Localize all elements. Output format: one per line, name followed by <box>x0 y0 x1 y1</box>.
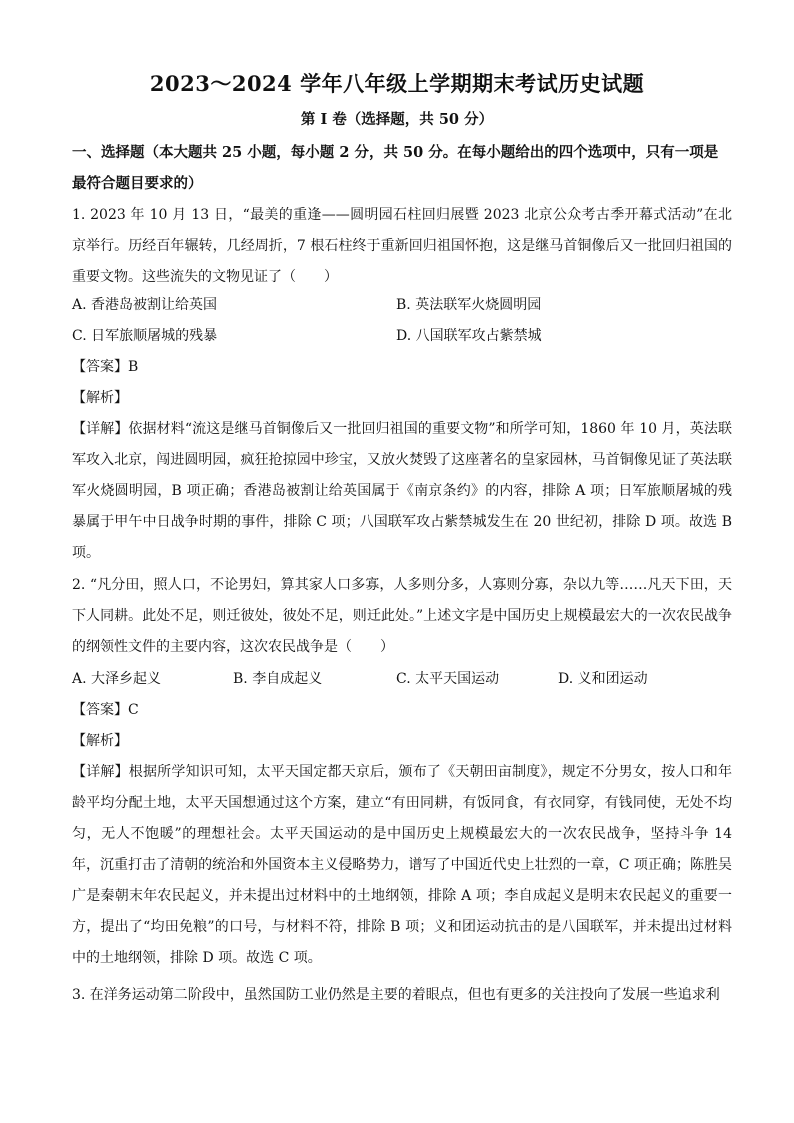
question-1-option-b: B. 英法联军火烧圆明园 <box>396 297 542 313</box>
question-2-option-d: D. 义和团运动 <box>558 671 648 687</box>
question-3-stem: 3. 在洋务运动第二阶段中，虽然国防工业仍然是主要的着眼点，但也有更多的关注投向了发展一些追求利 <box>72 987 720 1003</box>
page-title: 2023～2024 学年八年级上学期期末考试历史试题 <box>149 71 645 96</box>
question-2-detail: 【详解】根据所学知识可知，太平天国定都天京后，颁布了《天朝田亩制度》，规定不分男女，按人口和年龄平均分配土地，太平天国想通过这个方案，建立“有田同耕，有饭同食，有衣同穿，有钱同使，无处不均匀，无人不饱暖”的理想社会。太平天国运动的是中国历史上规模最宏大的一次农民战争，坚持斗争 14 年，沉重打击了清朝的统治和外国资本主义侵略势力，谱写了中国近代史上壮烈的一章，C 项正确；陈胜吴广是秦朝末年农民起义，并未提出过材料中的土地纲领，排除 A 项；李自成起义是明末农民起义的重要一方，提出了“均田免粮”的口号，与材料不符，排除 B 项；义和团运动抗击的是八国联军，并未提出过材料中的土地纲领，排除 D 项。故选 C 项。 <box>72 764 732 966</box>
question-2-option-b: B. 李自成起义 <box>233 671 323 687</box>
question-2-answer: 【答案】C <box>72 702 139 718</box>
section-heading: 一、选择题（本大题共 25 小题，每小题 2 分，共 50 分。在每小题给出的四个选项中，只有一项是最符合题目要求的） <box>72 144 719 192</box>
question-2-option-a: A. 大泽乡起义 <box>72 671 162 687</box>
question-1-option-a: A. 香港岛被割让给英国 <box>72 297 218 313</box>
question-1-analysis-label: 【解析】 <box>72 390 128 406</box>
question-1-option-d: D. 八国联军攻占紫禁城 <box>396 328 542 344</box>
question-1-stem: 1. 2023 年 10 月 13 日，“最美的重逢——圆明园石柱回归展暨 2023 北京公众考古季开幕式活动”在北京举行。历经百年辗转，几经周折，7 根石柱终于重新回归祖国怀抱，这是继马首铜像后又一批回归祖国的重要文物。这些流失的文物见证了（ ） <box>72 207 732 285</box>
question-2-stem: 2. “凡分田，照人口，不论男妇，算其家人口多寡，人多则分多，人寡则分寡，杂以九等……凡天下田，天下人同耕。此处不足，则迁彼处，彼处不足，则迁此处。”上述文字是中国历史上规模最宏大的一次农民战争的纲领性文件的主要内容，这次农民战争是（ ） <box>72 577 732 655</box>
question-1-option-c: C. 日军旅顺屠城的残暴 <box>72 328 218 344</box>
question-2-analysis-label: 【解析】 <box>72 733 128 749</box>
page-subtitle: 第 I 卷（选择题，共 50 分） <box>300 111 494 128</box>
question-1-answer: 【答案】B <box>72 359 139 375</box>
question-1-detail: 【详解】依据材料“流这是继马首铜像后又一批回归祖国的重要文物”和所学可知，1860 年 10 月，英法联军攻入北京，闯进圆明园，疯狂抢掠园中珍宝，又放火焚毁了这座著名的皇家园林，马首铜像见证了英法联军火烧圆明园，B 项正确；香港岛被割让给英国属于《南京条约》的内容，排除 A 项；日军旅顺屠城的残暴属于甲午中日战争时期的事件，排除 C 项；八国联军攻占紫禁城发生在 20 世纪初，排除 D 项。故选 B 项。 <box>72 421 732 561</box>
question-2-option-c: C. 太平天国运动 <box>396 671 500 687</box>
